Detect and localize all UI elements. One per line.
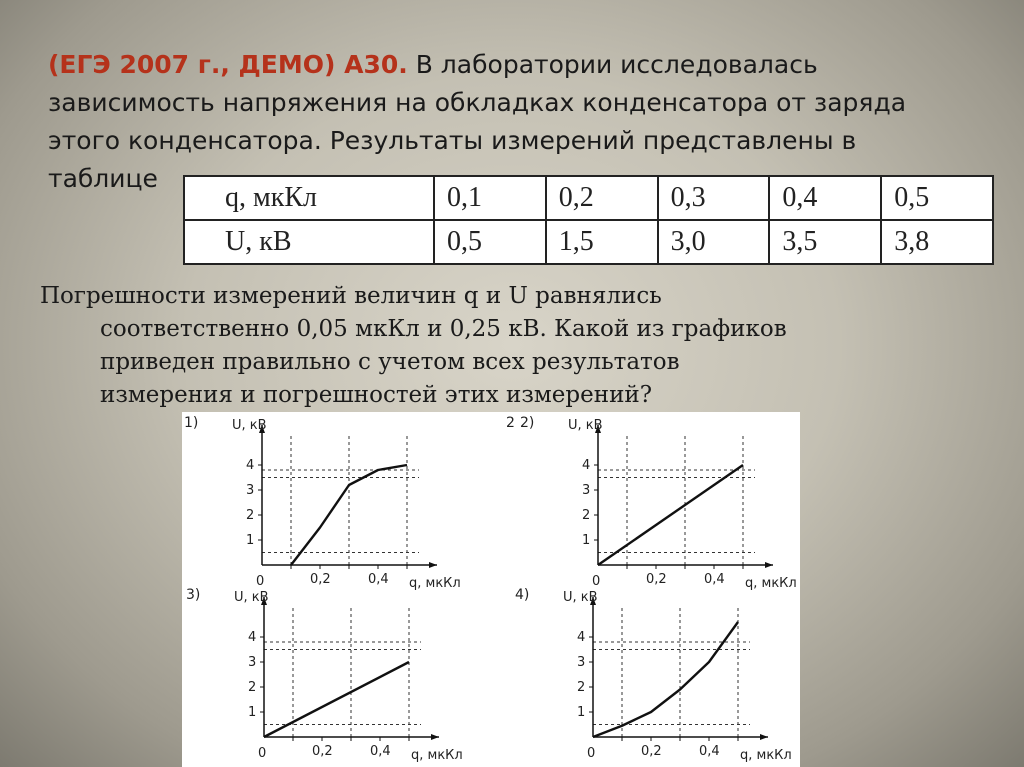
- table-cell: 1,5: [546, 220, 658, 264]
- panel-2-stray: 2: [506, 415, 515, 431]
- question-text: [40, 280, 1000, 412]
- panel-number: 3): [186, 587, 201, 603]
- x-axis-arrow: [431, 734, 439, 740]
- origin-label: 0: [592, 574, 601, 589]
- table-cell: 0,2: [546, 176, 658, 220]
- table-cell: 3,8: [881, 220, 993, 264]
- table-cell: 0,5: [434, 220, 546, 264]
- graphs-svg: [182, 412, 800, 767]
- question-line-4: измерения и погрешностей этих измерений?: [100, 382, 653, 408]
- y-tick-label: 4: [248, 630, 257, 645]
- y-tick-label: 2: [246, 508, 255, 523]
- y-tick-label: 3: [246, 483, 255, 498]
- problem-line-3: этого конденсатора. Результаты измерений представлены в: [48, 126, 857, 155]
- x-tick-label: 0,4: [704, 572, 725, 587]
- x-tick-label: 0,2: [310, 572, 331, 587]
- table-cell: 3,0: [658, 220, 770, 264]
- y-axis-label: U, кВ: [568, 418, 603, 433]
- problem-line-4: таблице: [48, 164, 158, 193]
- x-axis-arrow: [765, 562, 773, 568]
- table-header-u: U, кВ: [184, 220, 434, 264]
- x-axis-label: q, мкКл: [411, 748, 463, 763]
- y-axis-label: U, кВ: [232, 418, 267, 433]
- panel-number: 4): [515, 587, 530, 603]
- table-cell: 0,1: [434, 176, 546, 220]
- x-axis-arrow: [429, 562, 437, 568]
- table-cell: 0,4: [769, 176, 881, 220]
- y-tick-label: 1: [248, 705, 257, 720]
- x-axis-label: q, мкКл: [745, 576, 797, 591]
- table-cell: 3,5: [769, 220, 881, 264]
- y-tick-label: 4: [577, 630, 586, 645]
- y-tick-label: 4: [582, 458, 591, 473]
- measurement-table: [183, 175, 994, 265]
- graph-curve: [264, 662, 409, 737]
- x-axis-arrow: [760, 734, 768, 740]
- x-tick-label: 0,2: [312, 744, 333, 759]
- origin-label: 0: [587, 746, 596, 761]
- y-tick-label: 2: [582, 508, 591, 523]
- problem-line-1: В лаборатории исследовалась: [407, 50, 818, 79]
- origin-label: 0: [256, 574, 265, 589]
- y-tick-label: 2: [577, 680, 586, 695]
- graph-curve: [598, 465, 743, 565]
- graph-curve: [593, 622, 738, 737]
- x-tick-label: 0,4: [368, 572, 389, 587]
- table-row-u: [184, 220, 993, 264]
- answer-graphs: [182, 412, 800, 767]
- x-tick-label: 0,2: [641, 744, 662, 759]
- y-tick-label: 3: [577, 655, 586, 670]
- y-axis-label: U, кВ: [563, 590, 598, 605]
- origin-label: 0: [258, 746, 267, 761]
- x-tick-label: 0,4: [370, 744, 391, 759]
- y-tick-label: 3: [582, 483, 591, 498]
- y-tick-label: 2: [248, 680, 257, 695]
- question-line-3: приведен правильно с учетом всех результатов: [100, 349, 680, 375]
- y-tick-label: 3: [248, 655, 257, 670]
- y-tick-label: 1: [246, 533, 255, 548]
- panel-number: 1): [184, 415, 199, 431]
- problem-line-2: зависимость напряжения на обкладках конденсатора от заряда: [48, 88, 907, 117]
- y-axis-label: U, кВ: [234, 590, 269, 605]
- question-line-2: соответственно 0,05 мкКл и 0,25 кВ. Какой из графиков: [100, 316, 787, 342]
- x-axis-label: q, мкКл: [740, 748, 792, 763]
- table-cell: 0,5: [881, 176, 993, 220]
- y-tick-label: 4: [246, 458, 255, 473]
- table-row-q: [184, 176, 993, 220]
- x-axis-label: q, мкКл: [409, 576, 461, 591]
- table-cell: 0,3: [658, 176, 770, 220]
- x-tick-label: 0,2: [646, 572, 667, 587]
- table-header-q: q, мкКл: [184, 176, 434, 220]
- y-tick-label: 1: [582, 533, 591, 548]
- y-tick-label: 1: [577, 705, 586, 720]
- x-tick-label: 0,4: [699, 744, 720, 759]
- problem-source: (ЕГЭ 2007 г., ДЕМО) А30.: [48, 50, 408, 79]
- panel-number: 2): [520, 415, 535, 431]
- question-line-1: Погрешности измерений величин q и U равнялись: [40, 283, 662, 309]
